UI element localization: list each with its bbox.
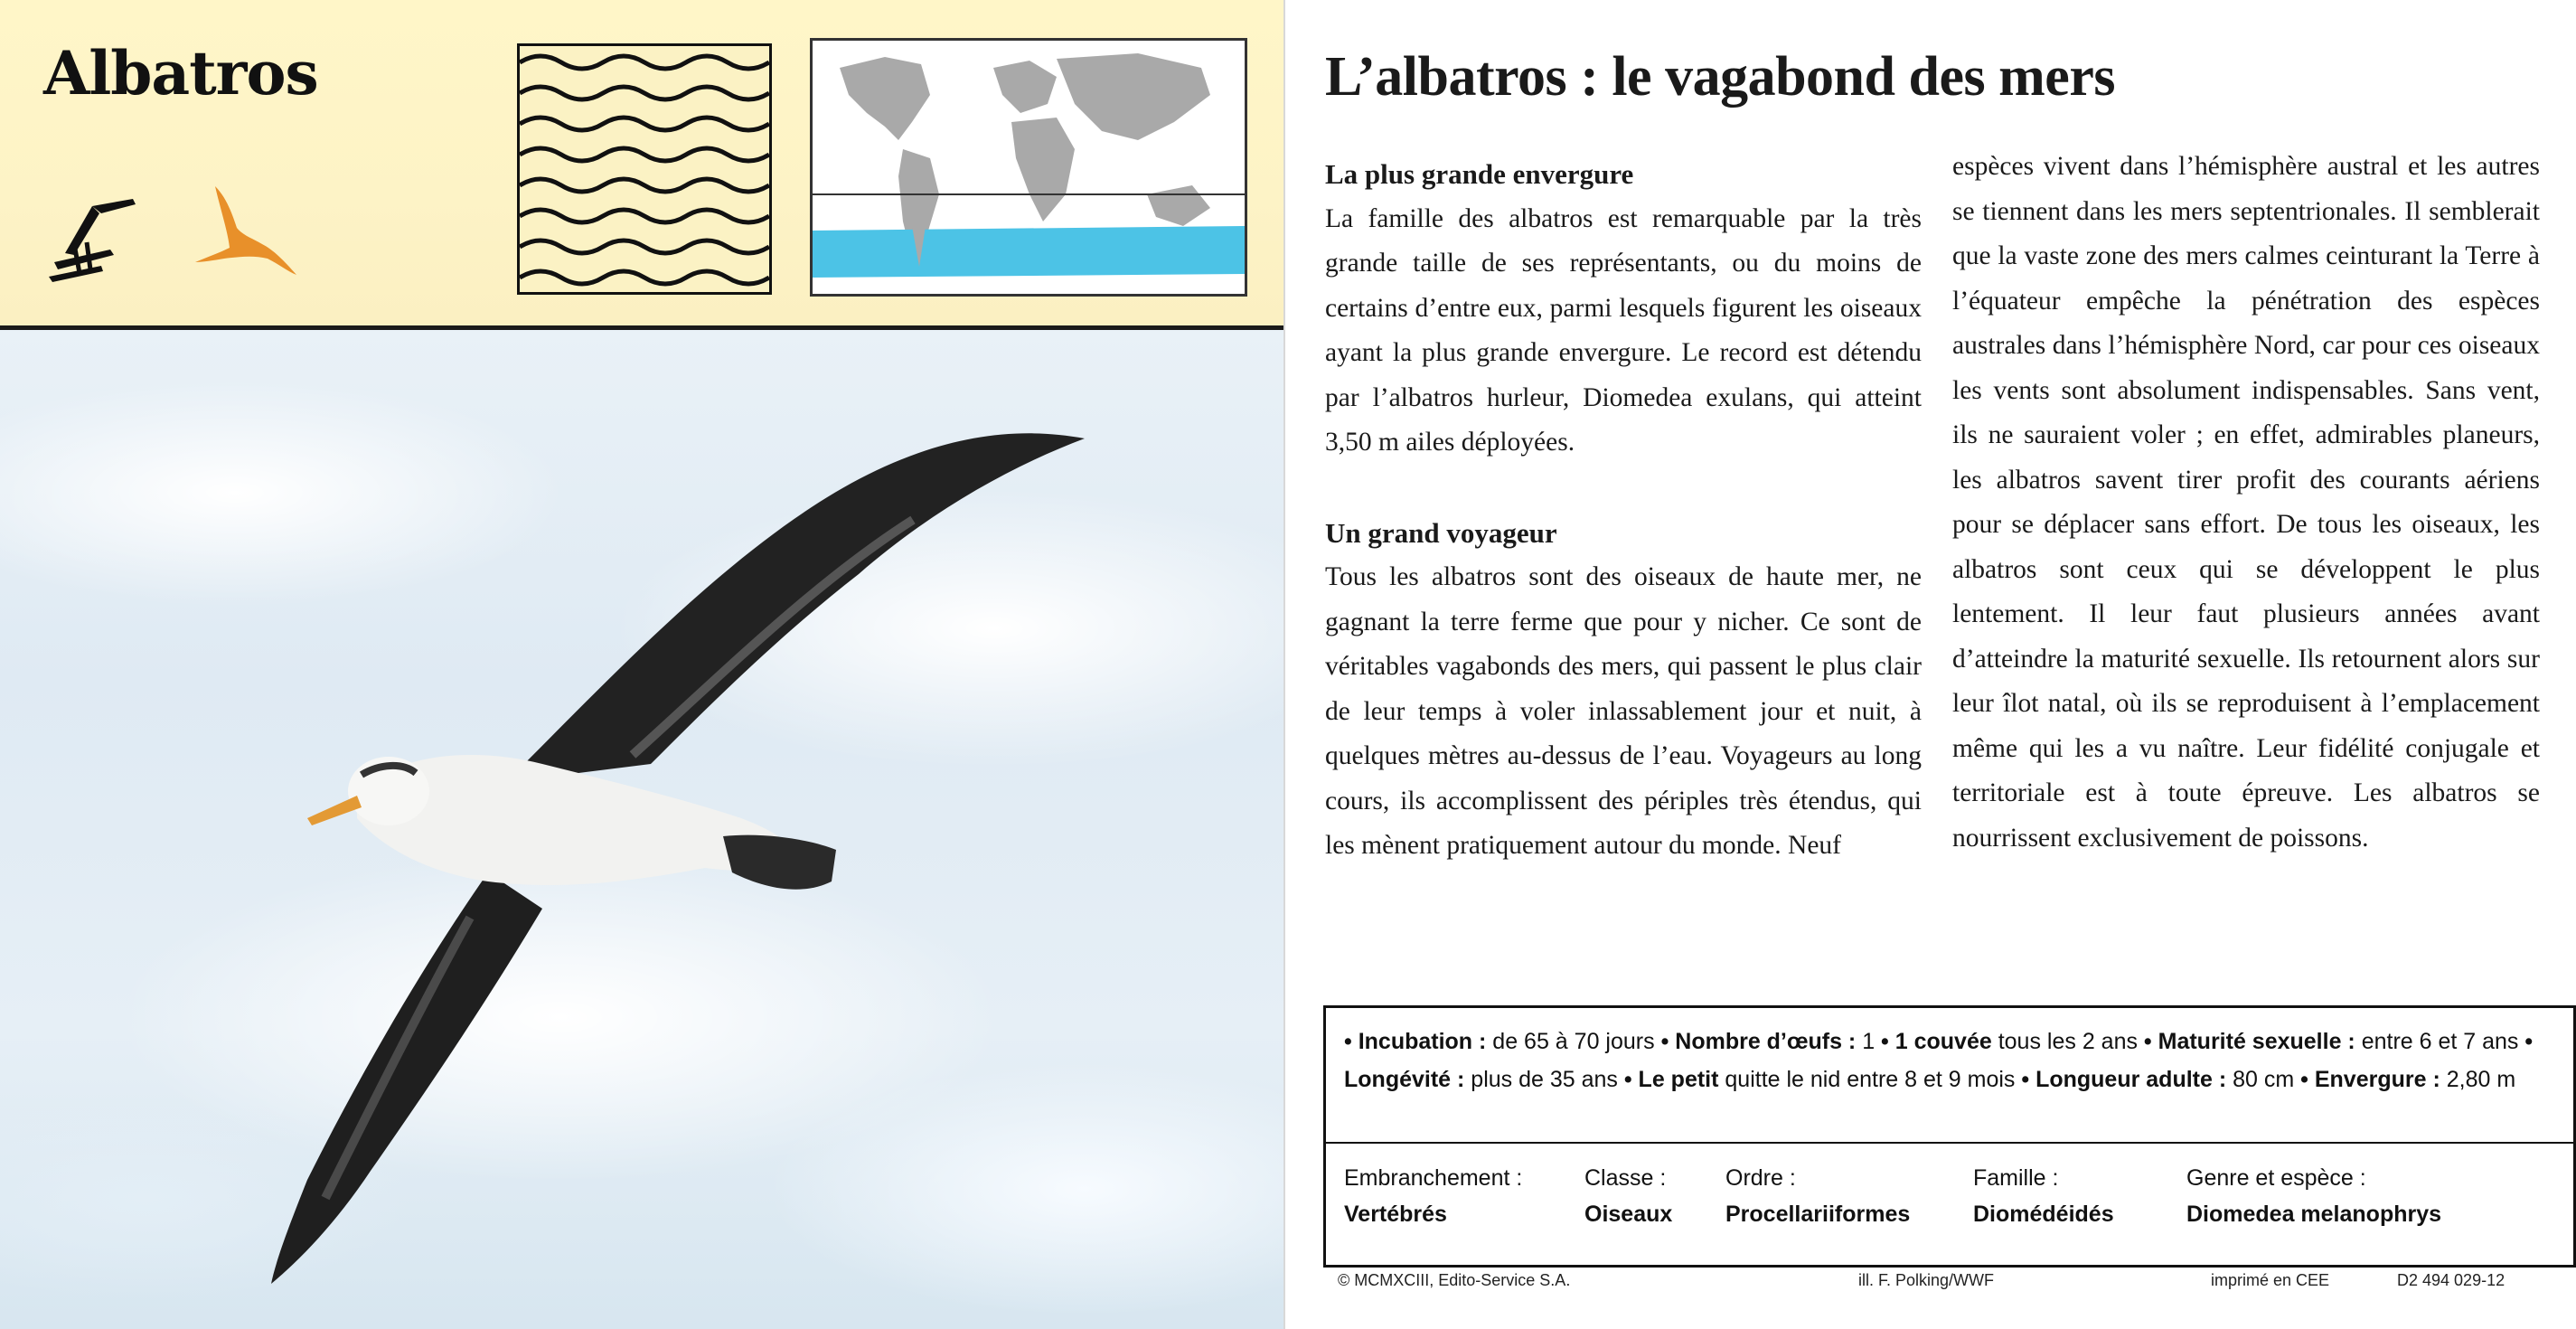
range-map	[810, 38, 1247, 297]
fact-young-label: • Le petit	[1623, 1067, 1719, 1092]
facts-box	[1323, 1005, 2576, 1268]
key-facts	[1326, 1008, 2573, 1144]
taxonomy-value: Procellariiformes	[1725, 1202, 1911, 1227]
fact-young-value: quitte le nid entre 8 et 9 mois	[1718, 1067, 2022, 1092]
taxonomy-order	[1725, 1160, 1910, 1232]
fact-longevity-value: plus de 35 ans	[1464, 1067, 1624, 1092]
fact-incubation-value: de 65 à 70 jours	[1486, 1029, 1661, 1054]
copyright-note: © MCMXCIII, Edito-Service S.A.	[1338, 1271, 1571, 1289]
fact-maturity-value: entre 6 et 7 ans	[2355, 1029, 2525, 1054]
taxonomy-label: Embranchement :	[1344, 1165, 1523, 1191]
article-title: L’albatros : le vagabond des mers	[1325, 46, 2115, 108]
fact-wingspan-label: • Envergure :	[2300, 1067, 2440, 1092]
nest-icon	[47, 190, 155, 289]
illustration-credit: ill. F. Polking/WWF	[1858, 1271, 1995, 1289]
taxonomy-value: Diomédéidés	[1973, 1202, 2114, 1227]
fact-eggs-label: • Nombre d’œufs :	[1660, 1029, 1857, 1054]
taxonomy-class	[1584, 1160, 1672, 1232]
taxonomy-value: Diomedea melanophrys	[2186, 1202, 2442, 1227]
fact-longevity-label: • Longévité :	[1344, 1029, 2534, 1092]
taxonomy-label: Ordre :	[1725, 1165, 1796, 1191]
range-band	[813, 226, 1245, 278]
card-code: D2 494 029-12	[2397, 1271, 2505, 1289]
taxonomy-phylum	[1344, 1160, 1522, 1232]
fact-incubation-label: • Incubation :	[1344, 1029, 1487, 1054]
species-title: Albatros	[43, 38, 318, 108]
fact-maturity-label: • Maturité sexuelle :	[2143, 1029, 2355, 1054]
flight-icon	[190, 181, 307, 298]
albatross-illustration	[0, 330, 1283, 1329]
print-note: imprimé en CEE	[2211, 1271, 2330, 1289]
taxonomy-value: Oiseaux	[1584, 1202, 1673, 1227]
fact-length-value: 80 cm	[2226, 1067, 2301, 1092]
text-column-left	[1325, 152, 1922, 869]
section-text-voyageur: Tous les albatros sont des oiseaux de haute mer, ne gagnant la terre ferme que pour y nicher. Ce sont de véritables vagabonds des mers, qui passent le plus clair de leur temps à voler inlassablement jour et nuit, à quelques mètres au-dessus de l’eau. Voyageurs au long cours, ils accomplissent des périples très étendus, qui les mènent pratiquement autour du monde. Neuf	[1325, 562, 1922, 860]
fact-clutch-label: • 1 couvée	[1881, 1029, 1992, 1054]
taxonomy-label: Famille :	[1973, 1165, 2059, 1191]
section-heading-voyageur: Un grand voyageur	[1325, 516, 1557, 549]
section-text-envergure: La famille des albatros est remarquable par la très grande taille de ses représentants, ou du moins de certains d’entre eux, parmi lesquels figurent les oiseaux ayant la plus grande envergure. Le record est détendu par l’albatros hurleur, Diomedea exulans, qui atteint 3,50 m ailes déployées.	[1325, 203, 1922, 457]
front-card	[0, 0, 1285, 1329]
fact-length-label: • Longueur adulte :	[2021, 1067, 2227, 1092]
section-text-continued: espèces vivent dans l’hémisphère austral et les autres se tiennent dans les mers septentrionales. Il semblerait que la vaste zone des mers calmes ceinturant la Terre à l’équateur empêche la pénétration des espèces australes dans l’hémisphère Nord, car pour ces oiseaux les vents sont absolument indispensables. Sans vent, ils ne sauraient voler ; en effet, admirables planeurs, les albatros savent tirer profit des courants aériens pour se déplacer sans effort. De tous les oiseaux, les albatros sont ceux qui se développent le plus lentement. Il leur faut plusieurs années avant d’atteindre la maturité sexuelle. Ils retournent alors sur leur îlot natal, où ils se reproduisent à l’emplacement même qui les a vu naître. Leur fidélité conjugale et territoriale est à toute épreuve. Les albatros se nourrissent exclusivement de poissons.	[1952, 152, 2540, 853]
text-column-right	[1952, 145, 2540, 861]
habitat-icon	[517, 43, 772, 295]
taxonomy-value: Vertébrés	[1344, 1202, 1447, 1227]
back-card	[1285, 0, 2576, 1329]
section-heading-envergure: La plus grande envergure	[1325, 158, 1634, 190]
taxonomy-family	[1973, 1160, 2114, 1232]
taxonomy-label: Classe :	[1584, 1165, 1667, 1191]
fact-eggs-value: 1	[1856, 1029, 1882, 1054]
fact-clutch-value: tous les 2 ans	[1991, 1029, 2144, 1054]
card-header	[0, 0, 1283, 330]
albatross-photo	[0, 330, 1283, 1329]
fact-wingspan-value: 2,80 m	[2440, 1067, 2516, 1092]
taxonomy-label: Genre et espèce :	[2186, 1165, 2366, 1191]
taxonomy-species	[2186, 1160, 2441, 1232]
